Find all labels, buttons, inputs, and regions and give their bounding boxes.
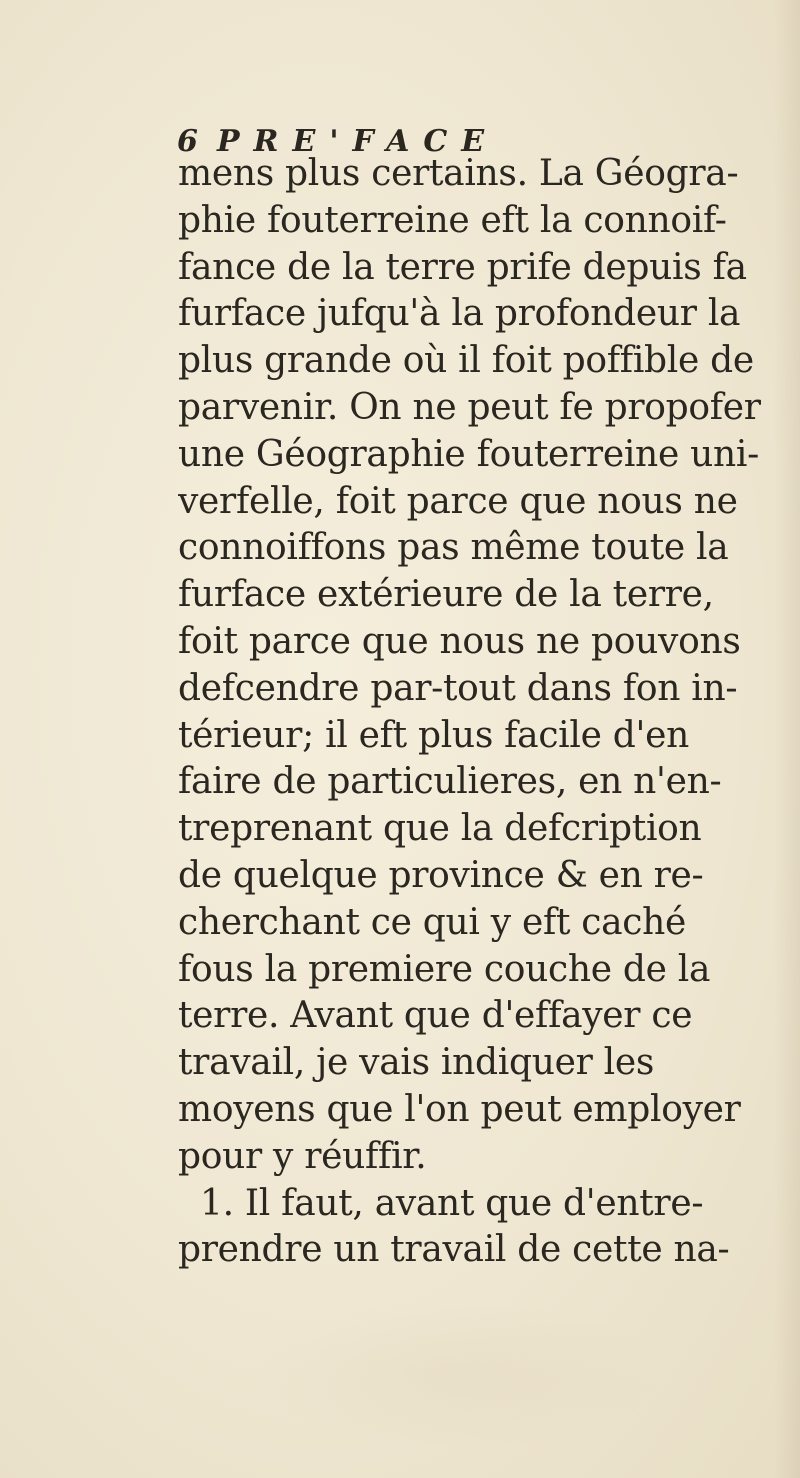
body-text [178,151,778,1274]
text-line: pour y réuffir. [178,1135,427,1177]
text-line: térieur; il eft plus facile d'en [178,714,689,756]
text-line: plus grande où il foit poffible de [178,340,754,382]
text-line: faire de particulieres, en n'en- [178,761,722,803]
text-line: moyens que l'on peut employer [178,1088,741,1130]
text-line: fance de la terre prife depuis fa [178,246,747,288]
running-head: PRE'FACE [217,124,499,159]
text-line: furface extérieure de la terre, [178,574,714,616]
text-line: une Géographie fouterreine uni- [178,433,759,475]
text-line: terre. Avant que d'effayer ce [178,995,693,1037]
text-line: cherchant ce qui y eft caché [178,901,687,943]
text-line: treprenant que la defcription [178,808,702,850]
text-line: mens plus certains. La Géogra- [178,153,739,194]
text-line: foit parce que nous ne pouvons [178,620,741,662]
text-line: parvenir. On ne peut fe propofer [178,386,761,428]
page-number: 6 [177,124,198,159]
text-line: travail, je vais indiquer les [178,1042,655,1084]
text-line: furface jufqu'à la profondeur la [178,293,741,335]
text-line: fous la premiere couche de la [178,948,711,990]
text-line: defcendre par-tout dans fon in- [178,667,738,709]
text-line: de quelque province & en re- [178,854,704,896]
paper-stain [250,1300,670,1450]
text-line: verfelle, foit parce que nous ne [178,480,738,522]
text-line: 1. Il faut, avant que d'entre- [200,1182,704,1224]
text-line: phie fouterreine eft la connoif- [178,199,727,241]
text-line: connoiffons pas même toute la [178,527,729,569]
text-line: prendre un travail de cette na- [178,1229,730,1271]
